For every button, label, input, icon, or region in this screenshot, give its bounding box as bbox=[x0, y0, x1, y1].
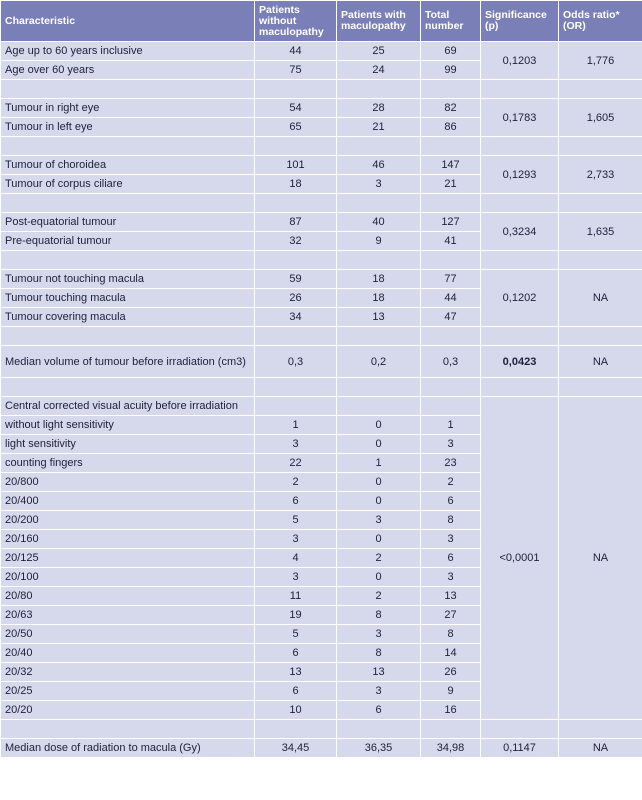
cell-with: 2 bbox=[337, 549, 421, 568]
cell-without: 3 bbox=[255, 568, 337, 587]
table-row bbox=[1, 346, 642, 378]
cell-odds-ratio: NA bbox=[559, 397, 642, 720]
spacer-row bbox=[1, 378, 642, 397]
cell-total: 44 bbox=[421, 289, 481, 308]
cell-total: 21 bbox=[421, 175, 481, 194]
cell-with: 21 bbox=[337, 118, 421, 137]
header-characteristic: Characteristic bbox=[1, 1, 255, 42]
cell-without: 13 bbox=[255, 663, 337, 682]
spacer-row bbox=[1, 327, 642, 346]
cell-without: 6 bbox=[255, 682, 337, 701]
cell-total: 99 bbox=[421, 61, 481, 80]
table-row bbox=[1, 213, 642, 232]
cell-with: 18 bbox=[337, 270, 421, 289]
header-significance: Significance (p) bbox=[481, 1, 559, 42]
row-label: 20/63 bbox=[1, 606, 255, 625]
cell-with: 46 bbox=[337, 156, 421, 175]
cell-significance: <0,0001 bbox=[481, 397, 559, 720]
cell-total: 41 bbox=[421, 232, 481, 251]
cell-total: 16 bbox=[421, 701, 481, 720]
cell-total: 23 bbox=[421, 454, 481, 473]
cell-total: 2 bbox=[421, 473, 481, 492]
cell-without: 5 bbox=[255, 625, 337, 644]
cell-significance: 0,1203 bbox=[481, 42, 559, 80]
cell-without: 3 bbox=[255, 530, 337, 549]
cell-with: 8 bbox=[337, 644, 421, 663]
row-label: 20/50 bbox=[1, 625, 255, 644]
cell-total: 1 bbox=[421, 416, 481, 435]
header-row bbox=[1, 1, 642, 42]
row-label: light sensitivity bbox=[1, 435, 255, 454]
cell-significance: 0,0423 bbox=[481, 346, 559, 378]
cell-without: 26 bbox=[255, 289, 337, 308]
cell-with: 0,2 bbox=[337, 346, 421, 378]
cell-total: 82 bbox=[421, 99, 481, 118]
row-label: Tumour touching macula bbox=[1, 289, 255, 308]
cell-total: 69 bbox=[421, 42, 481, 61]
cell-with: 24 bbox=[337, 61, 421, 80]
row-label: Tumour in right eye bbox=[1, 99, 255, 118]
cell-total: 47 bbox=[421, 308, 481, 327]
cell-with: 3 bbox=[337, 511, 421, 530]
row-label: Tumour in left eye bbox=[1, 118, 255, 137]
cell-significance: 0,1202 bbox=[481, 270, 559, 327]
table-row bbox=[1, 397, 642, 416]
row-label: Pre-equatorial tumour bbox=[1, 232, 255, 251]
cell-significance: 0,1293 bbox=[481, 156, 559, 194]
cell-without: 59 bbox=[255, 270, 337, 289]
cell-without: 87 bbox=[255, 213, 337, 232]
row-label: Tumour of corpus ciliare bbox=[1, 175, 255, 194]
cell-with: 0 bbox=[337, 530, 421, 549]
cell-without: 6 bbox=[255, 644, 337, 663]
spacer-row bbox=[1, 80, 642, 99]
cell-with: 0 bbox=[337, 492, 421, 511]
cell-without: 22 bbox=[255, 454, 337, 473]
cell-significance: 0,1147 bbox=[481, 739, 559, 758]
header-without-maculopathy: Patients without maculopathy bbox=[255, 1, 337, 42]
cell-without: 4 bbox=[255, 549, 337, 568]
table-row bbox=[1, 99, 642, 118]
cell-total: 0,3 bbox=[421, 346, 481, 378]
cell-without: 1 bbox=[255, 416, 337, 435]
cell-without: 19 bbox=[255, 606, 337, 625]
cell-total: 3 bbox=[421, 568, 481, 587]
cell-without: 2 bbox=[255, 473, 337, 492]
row-label: Tumour of choroidea bbox=[1, 156, 255, 175]
row-label: 20/25 bbox=[1, 682, 255, 701]
cell-with: 6 bbox=[337, 701, 421, 720]
header-odds-ratio: Odds ratio* (OR) bbox=[559, 1, 642, 42]
cell-with: 0 bbox=[337, 568, 421, 587]
cell-total: 3 bbox=[421, 435, 481, 454]
row-label: 20/32 bbox=[1, 663, 255, 682]
cell-total: 127 bbox=[421, 213, 481, 232]
cell-without: 34,45 bbox=[255, 739, 337, 758]
row-label: Age up to 60 years inclusive bbox=[1, 42, 255, 61]
cell-with: 25 bbox=[337, 42, 421, 61]
row-label: Tumour covering macula bbox=[1, 308, 255, 327]
row-label: Median dose of radiation to macula (Gy) bbox=[1, 739, 255, 758]
cell-with: 0 bbox=[337, 435, 421, 454]
cell-without: 5 bbox=[255, 511, 337, 530]
cell-with: 18 bbox=[337, 289, 421, 308]
cell-with: 8 bbox=[337, 606, 421, 625]
cell-without: 75 bbox=[255, 61, 337, 80]
cell-without: 65 bbox=[255, 118, 337, 137]
cell-odds-ratio: 1,776 bbox=[559, 42, 642, 80]
cell-with: 1 bbox=[337, 454, 421, 473]
cell-significance: 0,3234 bbox=[481, 213, 559, 251]
row-label: without light sensitivity bbox=[1, 416, 255, 435]
cell-with: 36,35 bbox=[337, 739, 421, 758]
cell-without: 3 bbox=[255, 435, 337, 454]
header-with-maculopathy: Patients with maculopathy bbox=[337, 1, 421, 42]
cell-without: 101 bbox=[255, 156, 337, 175]
cell-odds-ratio: 2,733 bbox=[559, 156, 642, 194]
row-label: 20/125 bbox=[1, 549, 255, 568]
cell-odds-ratio: NA bbox=[559, 270, 642, 327]
cell-with: 9 bbox=[337, 232, 421, 251]
cell-without: 34 bbox=[255, 308, 337, 327]
row-label: counting fingers bbox=[1, 454, 255, 473]
spacer-row bbox=[1, 137, 642, 156]
cell-with: 3 bbox=[337, 625, 421, 644]
cell-total: 27 bbox=[421, 606, 481, 625]
cell-total: 14 bbox=[421, 644, 481, 663]
table-row bbox=[1, 270, 642, 289]
cell-significance: 0,1783 bbox=[481, 99, 559, 137]
cell-odds-ratio: NA bbox=[559, 739, 642, 758]
cell-without: 32 bbox=[255, 232, 337, 251]
table-row bbox=[1, 42, 642, 61]
cell-total: 26 bbox=[421, 663, 481, 682]
cell-with: 13 bbox=[337, 663, 421, 682]
cell-with: 0 bbox=[337, 473, 421, 492]
cell-total: 34,98 bbox=[421, 739, 481, 758]
cell-total: 8 bbox=[421, 625, 481, 644]
cell-with: 0 bbox=[337, 416, 421, 435]
cell-without: 11 bbox=[255, 587, 337, 606]
cell-without: 44 bbox=[255, 42, 337, 61]
cell-odds-ratio: 1,635 bbox=[559, 213, 642, 251]
cell-total: 6 bbox=[421, 549, 481, 568]
cell-total: 147 bbox=[421, 156, 481, 175]
cell-with: 40 bbox=[337, 213, 421, 232]
row-label: 20/100 bbox=[1, 568, 255, 587]
spacer-row bbox=[1, 251, 642, 270]
cell-total: 8 bbox=[421, 511, 481, 530]
cell-with: 28 bbox=[337, 99, 421, 118]
table-row bbox=[1, 739, 642, 758]
cell-total: 9 bbox=[421, 682, 481, 701]
row-label: Age over 60 years bbox=[1, 61, 255, 80]
row-label: 20/160 bbox=[1, 530, 255, 549]
cell-total: 6 bbox=[421, 492, 481, 511]
cell-odds-ratio: 1,605 bbox=[559, 99, 642, 137]
cell-with: 2 bbox=[337, 587, 421, 606]
cell-without: 18 bbox=[255, 175, 337, 194]
cell-total: 86 bbox=[421, 118, 481, 137]
row-label: 20/40 bbox=[1, 644, 255, 663]
row-label: 20/80 bbox=[1, 587, 255, 606]
row-label: Post-equatorial tumour bbox=[1, 213, 255, 232]
spacer-row bbox=[1, 194, 642, 213]
cell-without: 10 bbox=[255, 701, 337, 720]
header-total: Total number bbox=[421, 1, 481, 42]
cell-total: 77 bbox=[421, 270, 481, 289]
table-row bbox=[1, 156, 642, 175]
acuity-section-title: Central corrected visual acuity before irradiation bbox=[1, 397, 255, 416]
spacer-row bbox=[1, 720, 642, 739]
cell-odds-ratio: NA bbox=[559, 346, 642, 378]
cell-total: 3 bbox=[421, 530, 481, 549]
cell-with: 3 bbox=[337, 682, 421, 701]
row-label: Tumour not touching macula bbox=[1, 270, 255, 289]
row-label: 20/200 bbox=[1, 511, 255, 530]
row-label: 20/20 bbox=[1, 701, 255, 720]
row-label: Median volume of tumour before irradiation (cm3) bbox=[1, 346, 255, 378]
cell-without: 54 bbox=[255, 99, 337, 118]
row-label: 20/800 bbox=[1, 473, 255, 492]
cell-total: 13 bbox=[421, 587, 481, 606]
row-label: 20/400 bbox=[1, 492, 255, 511]
cell-with: 3 bbox=[337, 175, 421, 194]
cell-with: 13 bbox=[337, 308, 421, 327]
cell-without: 6 bbox=[255, 492, 337, 511]
cell-without: 0,3 bbox=[255, 346, 337, 378]
